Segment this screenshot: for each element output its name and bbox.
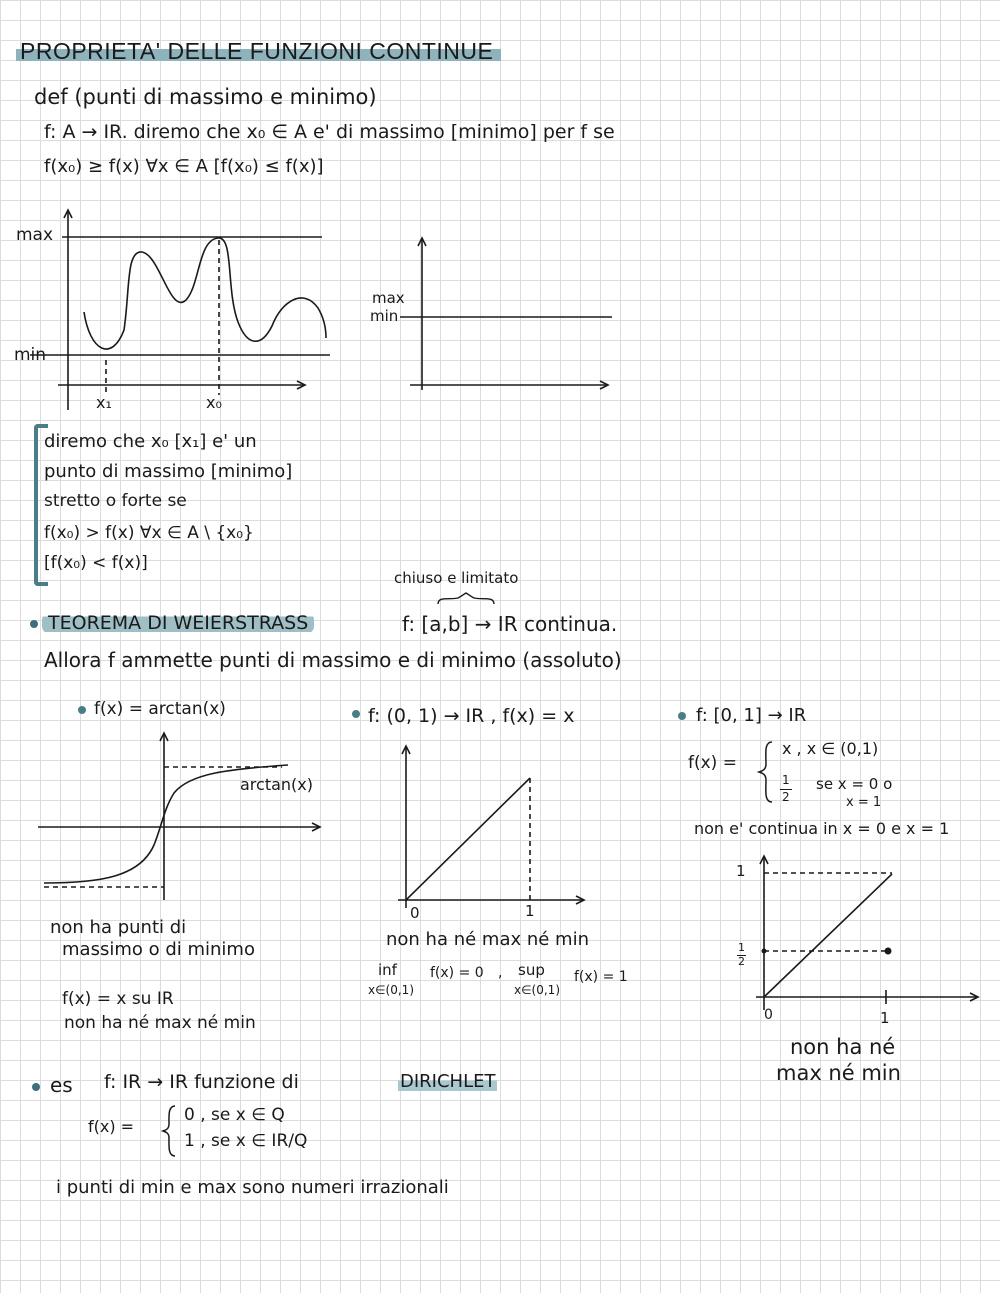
ex2-inf-sub: x∈(0,1) bbox=[368, 983, 415, 997]
dirichlet-brace bbox=[160, 1104, 178, 1158]
ex3-yhalf-den: 2 bbox=[738, 955, 745, 968]
ex2-note: non ha né max né min bbox=[386, 929, 590, 950]
min-label-2: min bbox=[370, 307, 399, 325]
weierstrass-title: TEOREMA DI WEIERSTRASS bbox=[42, 613, 314, 634]
ex1-note-2: massimo o di minimo bbox=[62, 939, 255, 960]
ex3-fx: f(x) = bbox=[688, 753, 737, 773]
ex1-note-3: f(x) = x su IR bbox=[62, 989, 174, 1009]
ex2-sup: sup bbox=[518, 961, 545, 979]
max-label: max bbox=[16, 225, 54, 245]
strict-line-1: diremo che x₀ [x₁] e' un bbox=[44, 431, 257, 452]
ex2-inf: inf bbox=[378, 961, 397, 979]
dirichlet-es: es bbox=[50, 1073, 73, 1097]
ex3-header: f: [0, 1] → IR bbox=[696, 705, 807, 726]
ex3-x0: 0 bbox=[764, 1007, 773, 1023]
dirichlet-case-1: 0 , se x ∈ Q bbox=[184, 1105, 285, 1125]
ex3-end-1: non ha né bbox=[790, 1035, 896, 1059]
dirichlet-intro: f: IR → IR funzione di bbox=[104, 1071, 299, 1093]
ex2-tick-1: 1 bbox=[525, 902, 535, 920]
identity-line bbox=[764, 874, 892, 997]
identity-line bbox=[406, 778, 530, 900]
bullet-weierstrass bbox=[30, 620, 38, 628]
x0-label: x₀ bbox=[206, 393, 222, 412]
max-label-2: max bbox=[372, 289, 405, 307]
ex3-case-2-num: 1 bbox=[782, 773, 790, 787]
dirichlet-fx: f(x) = bbox=[88, 1117, 135, 1136]
ex2-inf-val: f(x) = 0 bbox=[430, 965, 484, 981]
dirichlet-case-2: 1 , se x ∈ IR/Q bbox=[184, 1131, 308, 1151]
ex3-end-2: max né min bbox=[776, 1061, 901, 1085]
dirichlet-name: DIRICHLET bbox=[400, 1071, 496, 1092]
bullet-dirichlet bbox=[32, 1083, 40, 1091]
ex1-note-4: non ha né max né min bbox=[64, 1013, 256, 1033]
x1-label: x₁ bbox=[96, 393, 112, 412]
point-1-half bbox=[885, 948, 892, 955]
graph-arctan bbox=[30, 725, 330, 905]
function-curve bbox=[84, 238, 326, 349]
def-heading: def (punti di massimo e minimo) bbox=[34, 85, 377, 109]
strict-line-5: [f(x₀) < f(x)] bbox=[44, 553, 148, 573]
weierstrass-conclusion: Allora f ammette punti di massimo e di minimo (assoluto) bbox=[44, 648, 622, 672]
annotation-brace bbox=[436, 592, 496, 606]
ex3-note: non e' continua in x = 0 e x = 1 bbox=[694, 819, 950, 838]
ex2-header: f: (0, 1) → IR , f(x) = x bbox=[368, 705, 575, 727]
def-line-2: f: A → IR. diremo che x₀ ∈ A e' di massimo [minimo] per f se bbox=[44, 121, 615, 143]
ex1-header: f(x) = arctan(x) bbox=[94, 699, 226, 719]
def-line-3: f(x₀) ≥ f(x) ∀x ∈ A [f(x₀) ≤ f(x)] bbox=[44, 156, 324, 177]
ex3-brace bbox=[756, 740, 776, 804]
ex3-case-2-den: 2 bbox=[782, 790, 790, 804]
strict-line-4: f(x₀) > f(x) ∀x ∈ A \ {x₀} bbox=[44, 523, 254, 543]
bullet-ex2 bbox=[352, 710, 360, 718]
ex1-note-1: non ha punti di bbox=[50, 917, 187, 938]
min-label: min bbox=[14, 345, 47, 365]
page-title: PROPRIETA' DELLE FUNZIONI CONTINUE bbox=[16, 38, 501, 65]
graph-identity-open bbox=[380, 740, 600, 920]
ex2-sup-val: f(x) = 1 bbox=[574, 969, 628, 985]
ex3-case-2-rest2: x = 1 bbox=[846, 795, 882, 810]
ex3-case-2-rest: se x = 0 o bbox=[816, 775, 893, 793]
ex2-tick-0: 0 bbox=[410, 904, 420, 922]
dirichlet-note: i punti di min e max sono numeri irrazionali bbox=[56, 1177, 449, 1198]
arctan-curve-label: arctan(x) bbox=[240, 775, 313, 794]
ex3-x1: 1 bbox=[880, 1009, 890, 1027]
ex2-sup-sub: x∈(0,1) bbox=[514, 983, 561, 997]
ex3-y1: 1 bbox=[736, 862, 746, 880]
ex2-comma: , bbox=[498, 965, 503, 981]
weierstrass-statement: f: [a,b] → IR continua. bbox=[402, 612, 618, 636]
strict-line-3: stretto o forte se bbox=[44, 491, 187, 511]
graph-constant bbox=[380, 230, 620, 400]
ex3-case-1: x , x ∈ (0,1) bbox=[782, 739, 879, 758]
bullet-ex3 bbox=[678, 712, 686, 720]
ex3-yhalf-num: 1 bbox=[738, 941, 745, 954]
bullet-ex1 bbox=[78, 706, 86, 714]
graph-piecewise bbox=[740, 850, 990, 1020]
closed-bounded-annotation: chiuso e limitato bbox=[394, 569, 519, 587]
strict-line-2: punto di massimo [minimo] bbox=[44, 461, 293, 482]
point-0-half bbox=[762, 949, 767, 954]
